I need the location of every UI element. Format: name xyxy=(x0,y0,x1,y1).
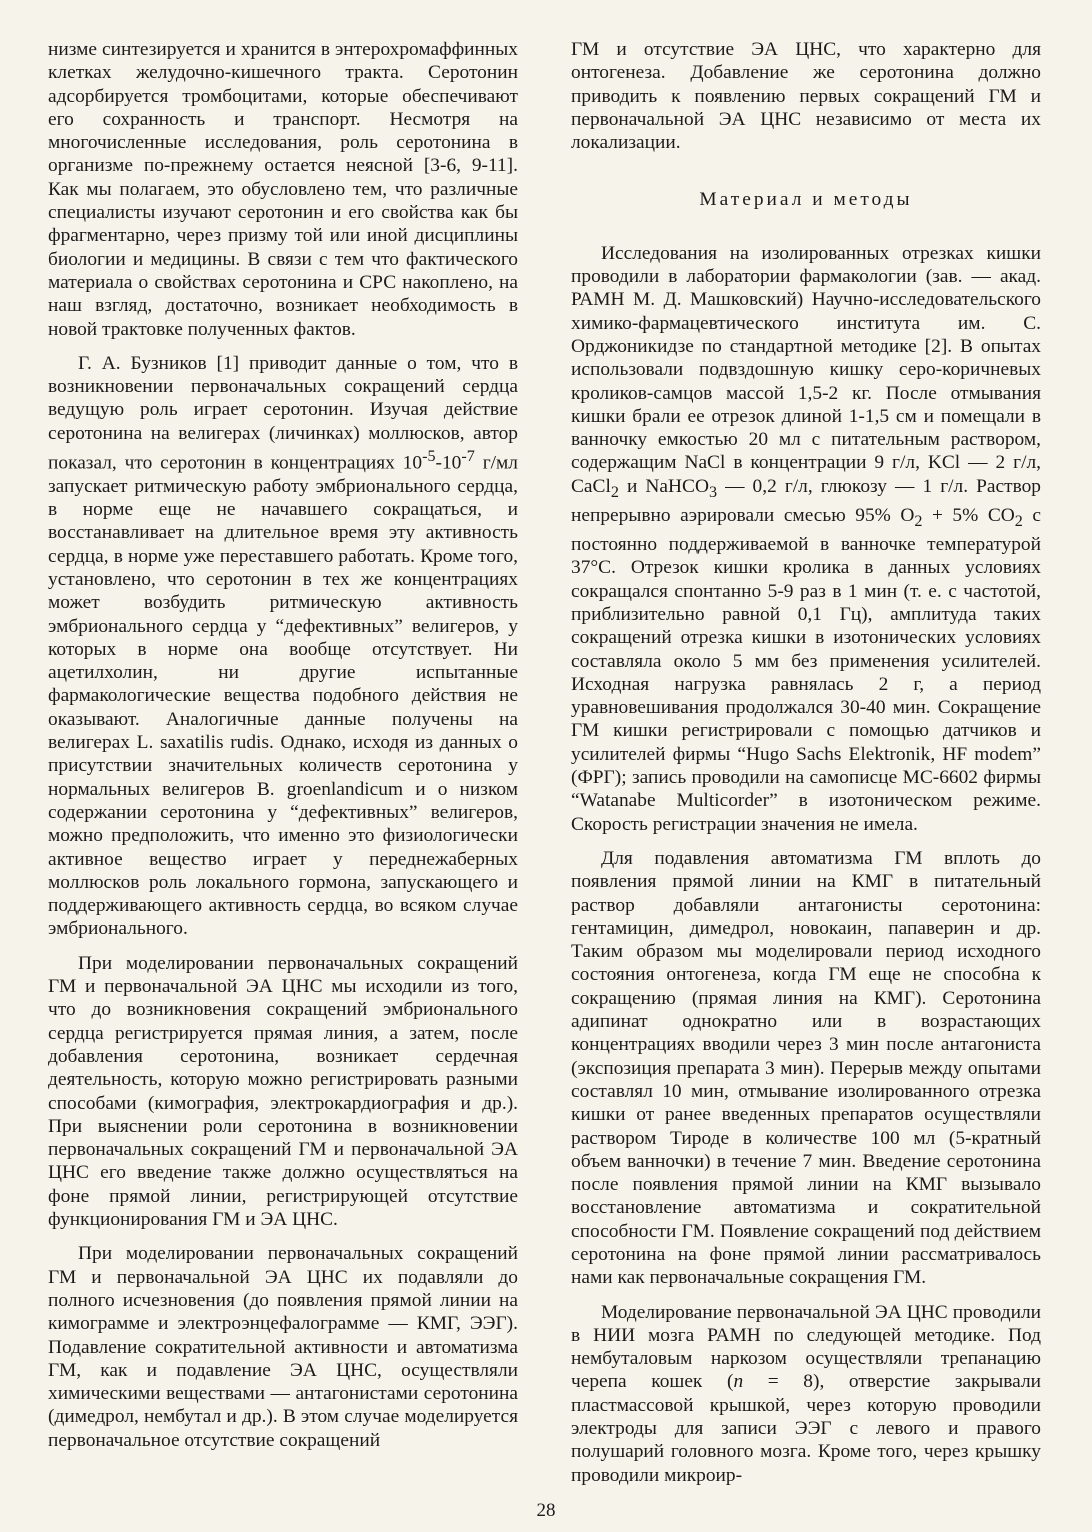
right-p2-text-a: Исследования на изолированных отрезках кишки проводили в лаборатории фармакологии (зав. — акад. РАМН М. Д. Машковский) Научно-исследовательского химико-фармацевтического института им. С. Орджоникидзе по стандартной методике [2]. В опытах использовали подвздошную кишку серо-коричневых кроликов-самцов массой 1,5-2 кг. После отмывания кишки брали ее отрезок длиной 1-1,5 см и помещали в ванночку емкостью 20 мл с питательным раствором, содержащим NaCl в концентрации 9 г/л, KCl — 2 г/л, CaCl xyxy=(571,242,1041,497)
right-p2-text-b: и NaHCO xyxy=(618,475,709,497)
right-p2-sub-4: 2 xyxy=(1014,512,1023,530)
right-p2-text-e: с постоянно поддерживаемой в ванночке температурой 37°С. Отрезок кишки кролика в данных условиях сокращался спонтанно 5-9 раз в 1 мин (т. е. с частотой, приблизительно равной 0,1 Гц), амплитуда таких сокращений отрезка кишки в изотонических условиях составляла около 5 мм без применения усилителей. Исходная нагрузка равнялась 2 г, а период уравновешивания продолжался 30-40 мин. Сокращение ГМ кишки регистрировали с помощью датчиков и усилителей фирмы “Hugo Sachs Elektronik, HF modem” (ФРГ); запись проводили на самописце МС-6602 фирмы “Watanabe Multicorder” в изотоническом режиме. Скорость регистрации значения не имела. xyxy=(571,504,1041,835)
left-paragraph-2 xyxy=(48,352,518,941)
right-column xyxy=(571,38,1041,1498)
right-p2-sub-1: 2 xyxy=(610,483,619,501)
left-p2-text-c: г/мл запускает ритмическую работу эмбрионального сердца, в норме еще не начавшего сокращаться, и восстанавливает на длительное время эту активность сердца, в норме уже переставшего работать. Кроме того, установлено, что серотонин в тех же концентрациях может возбудить ритмическую активность эмбрионального сердца у “дефективных” велигеров, у которых в норме она вообще отсутствует. Ни ацетилхолин, ни другие испытанные фармакологические вещества подобного действия не оказывают. Аналогичные данные получены на велигерах L. saxatilis rudis. Однако, исходя из данных о присутствии значительных количеств серотонина у нормальных велигеров B. groenlandicum и о низком содержании серотонина у “дефективных” велигеров, можно предположить, что именно это физиологически активное вещество играет у переднежаберных моллюсков роль локального гормона, запускающего и поддерживающего активность сердца, во всяком случае эмбрионального. xyxy=(48,452,518,940)
right-p2-text-d: + 5% CO xyxy=(922,504,1015,526)
right-p2-text-c: — 0,2 г/л, глюкозу — 1 г/л. Раствор непрерывно аэрировали смесью 95% O xyxy=(571,475,1041,526)
right-paragraph-1: ГМ и отсутствие ЭА ЦНС, что характерно для онтогенеза. Добавление же серотонина должно приводить к появлению первых сокращений ГМ и первоначальной ЭА ЦНС независимо от места их локализации. xyxy=(571,39,1041,154)
left-p2-text-a: Г. А. Бузников [1] приводит данные о том, что в возникновении первоначальных сокращений сердца ведущую роль играет серотонин. Изучая действие серотонина на велигерах (личинках) моллюсков, автор показал, что серотонин в концентрациях 10 xyxy=(48,352,518,474)
left-column xyxy=(48,38,518,1463)
right-p4-text-a: Моделирование первоначальной ЭА ЦНС проводили в НИИ мозга РАМН по следующей методике. Под нембуталовым наркозом осуществляли трепанацию черепа кошек ( xyxy=(571,1301,1041,1393)
page-number: 28 xyxy=(536,1500,556,1521)
left-paragraph-4: При моделировании первоначальных сокращений ГМ и первоначальной ЭА ЦНС их подавляли до полного исчезновения (до появления прямой линии на кимограмме и электроэнцефалограмме — КМГ, ЭЭГ). Подавление сократительной активности и автоматизма ГМ, как и подавление ЭА ЦНС, осуществляли химическими веществами — антагонистами серотонина (димедрол, нембутал и др.). В этом случае моделируется первоначальное отсутствие сокращений xyxy=(48,1243,518,1451)
right-paragraph-2 xyxy=(571,242,1041,836)
right-paragraph-4 xyxy=(571,1301,1041,1487)
left-paragraph-1: низме синтезируется и хранится в энтерохромаффинных клетках желудочно-кишечного тракта. Серотонин адсорбируется тромбоцитами, которые обеспечивают его сохранность и транспорт. Несмотря на многочисленные исследования, роль серотонина в организме по-прежнему остается неясной [3-6, 9-11]. Как мы полагаем, это обусловлено тем, что различные специалисты изучают серотонин и его свойства как бы фрагментарно, через призму той или иной дисциплины биологии и медицины. В связи с тем что фактического материала о свойствах серотонина и СРС накоплено, на наш взгляд, достаточно, возникает необходимость в новой трактовке полученных фактов. xyxy=(48,39,518,340)
right-p2-sub-2: 3 xyxy=(708,483,718,501)
right-paragraph-3: Для подавления автоматизма ГМ вплоть до появления прямой линии на КМГ в питательный раствор добавляли антагонисты серотонина: гентамицин, димедрол, новокаин, папаверин и др. Таким образом мы моделировали период исходного состояния онтогенеза, когда ГМ еще не способна к сокращению (прямая линия на КМГ). Серотонина адипинат однократно или в возрастающих концентрациях вводили через 3 мин после антагониста (экспозиция препарата 3 мин). Перерыв между опытами составлял 10 мин, отмывание изолированного отрезка кишки от ранее введенных препаратов осуществляли раствором Тироде в количестве 100 мл (5-кратный объем ванночки) в течение 7 мин. Введение серотонина после появления прямой линии на КМГ вызывало восстановление автоматизма и сократительной способности ГМ. Появление сокращений под действием серотонина на фоне прямой линии рассматривалось нами как первоначальные сокращения ГМ. xyxy=(571,847,1041,1289)
section-title: Материал и методы xyxy=(699,189,913,211)
right-p4-text-b: = 8), отверстие закрывали пластмассовой крышкой, через которую проводили электроды для записи ЭЭГ с левого и правого полушарий головного мозга. Кроме того, через крышку проводили микроир- xyxy=(571,1371,1042,1486)
left-paragraph-3: При моделировании первоначальных сокращений ГМ и первоначальной ЭА ЦНС мы исходили из того, что до возникновения сокращений эмбрионального сердца регистрируется прямая линия, а затем, после добавления серотонина, возникает сердечная деятельность, которую можно регистрировать разными способами (кимография, электрокардиография и др.). При выяснении роли серотонина в возникновении первоначальных сокращений ГМ и первоначальной ЭА ЦНС его введение также должно осуществляться на фоне прямой линии, регистрирующей отсутствие функционирования ГМ и ЭА ЦНС. xyxy=(48,952,518,1231)
right-p4-italic-n: n xyxy=(733,1371,744,1393)
left-p2-sup-2: -7 xyxy=(461,448,475,466)
left-p2-sup-1: -5 xyxy=(422,448,436,466)
right-p2-sub-3: 2 xyxy=(914,512,923,530)
left-p2-text-b: -10 xyxy=(435,452,462,474)
